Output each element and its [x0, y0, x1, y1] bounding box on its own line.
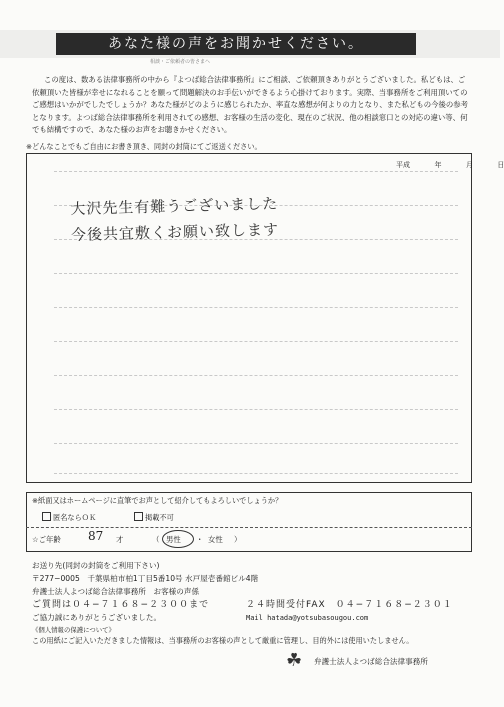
office-signature: 弁護士法人よつば総合法律事務所 — [314, 657, 428, 666]
send-label: お送り先(同封の封筒をご利用下さい) — [32, 561, 160, 570]
handwritten-line-1: 大沢先生有難うございました — [70, 194, 279, 218]
publish-question: ※紙面又はホームページに直筆でお声として紹介してもよろしいでしょうか？ — [32, 496, 283, 505]
date-field — [396, 160, 504, 170]
no-publish-checkbox[interactable] — [134, 512, 143, 521]
mail-address[interactable]: Mail hatada@yotsubasougou.com — [246, 614, 369, 622]
age-unit: 才 — [116, 535, 124, 544]
option-no-publish[interactable] — [134, 512, 174, 523]
page-title: あなた様の声をお聞かせください。 — [56, 33, 416, 55]
clover-logo-icon: ☘ — [286, 650, 303, 671]
option-anonymous[interactable] — [42, 512, 96, 523]
gender-male[interactable]: 男性 — [166, 535, 181, 544]
date-era: 平成 — [396, 161, 410, 169]
intro-text: この度は、数ある法律事務所の中から『よつば総合法律事務所』にご相談、ご依頼頂きありがとうございました。私どもは、ご依頼頂いた皆様が幸せになれることを願って問題解決のお手伝いができるよう心掛けております。実際、当事務所をご利用頂いてのご感想はいかがでしたでしょうか？あなた様がどのように感じられたか、率直な感想が何よりの力となり、また私どもの今後の参考となります。よつば総合法律事務所を利用されての感想、お客様の生活の変化、現在のご状況、他の相談窓口との対応の違い等、何でも結構ですので、あなた様のお声をお聴きかせください。 — [32, 75, 469, 135]
writing-line — [54, 307, 458, 308]
privacy-title: 《個人情報の保護について》 — [32, 626, 115, 634]
age-number: 87 — [88, 529, 104, 543]
gender-separator: ・ — [196, 535, 204, 544]
writing-line — [54, 409, 458, 410]
office-department: 弁護士法人よつば総合法律事務所 お客様の声係 — [32, 587, 200, 596]
page-subtitle: 相談・ご依頼者の皆さまへ — [150, 59, 211, 65]
gender-close-paren: ） — [234, 535, 242, 544]
handwritten-line-2: 今後共宜敷くお願い致します — [70, 220, 280, 244]
handwritten-comment — [70, 191, 279, 248]
phone-number: ご質問は０４−７１６８−２３００まで — [32, 600, 210, 610]
writing-line — [54, 341, 458, 342]
anonymous-checkbox[interactable] — [42, 512, 51, 521]
thanks-text: ご協力誠にありがとうございました。 — [32, 613, 162, 622]
writing-line — [54, 473, 458, 474]
writing-line — [54, 375, 458, 376]
fax-number: ２４時間受付FAX ０４−７１６８−２３０１ — [246, 600, 453, 610]
comment-instruction: ※どんなことでもご自由にお書き頂き、同封の封筒にてご返送ください。 — [26, 142, 262, 151]
office-address: 〒277−0005 千葉県柏市柏1丁目5番10号 水戸屋壱番館ビル4階 — [32, 574, 259, 583]
date-day: 日 — [497, 161, 504, 169]
option-anonymous-label: 匿名ならＯＫ — [53, 513, 97, 522]
gender-female[interactable]: 女性 — [208, 535, 223, 544]
permission-divider — [26, 527, 472, 528]
date-year: 年 — [434, 161, 442, 169]
privacy-text: この用紙にご記入いただきました情報は、当事務所のお客様の声として厳重に管理し、目的外には使用いたしません。 — [32, 636, 414, 645]
writing-line — [54, 443, 458, 444]
writing-line — [54, 273, 458, 274]
option-no-label: 掲載不可 — [145, 513, 174, 522]
age-label: ☆ご年齢 — [32, 535, 61, 544]
date-month: 月 — [465, 161, 473, 169]
age-value — [88, 529, 103, 543]
writing-line — [54, 171, 458, 172]
gender-open-paren: （ — [152, 535, 160, 544]
